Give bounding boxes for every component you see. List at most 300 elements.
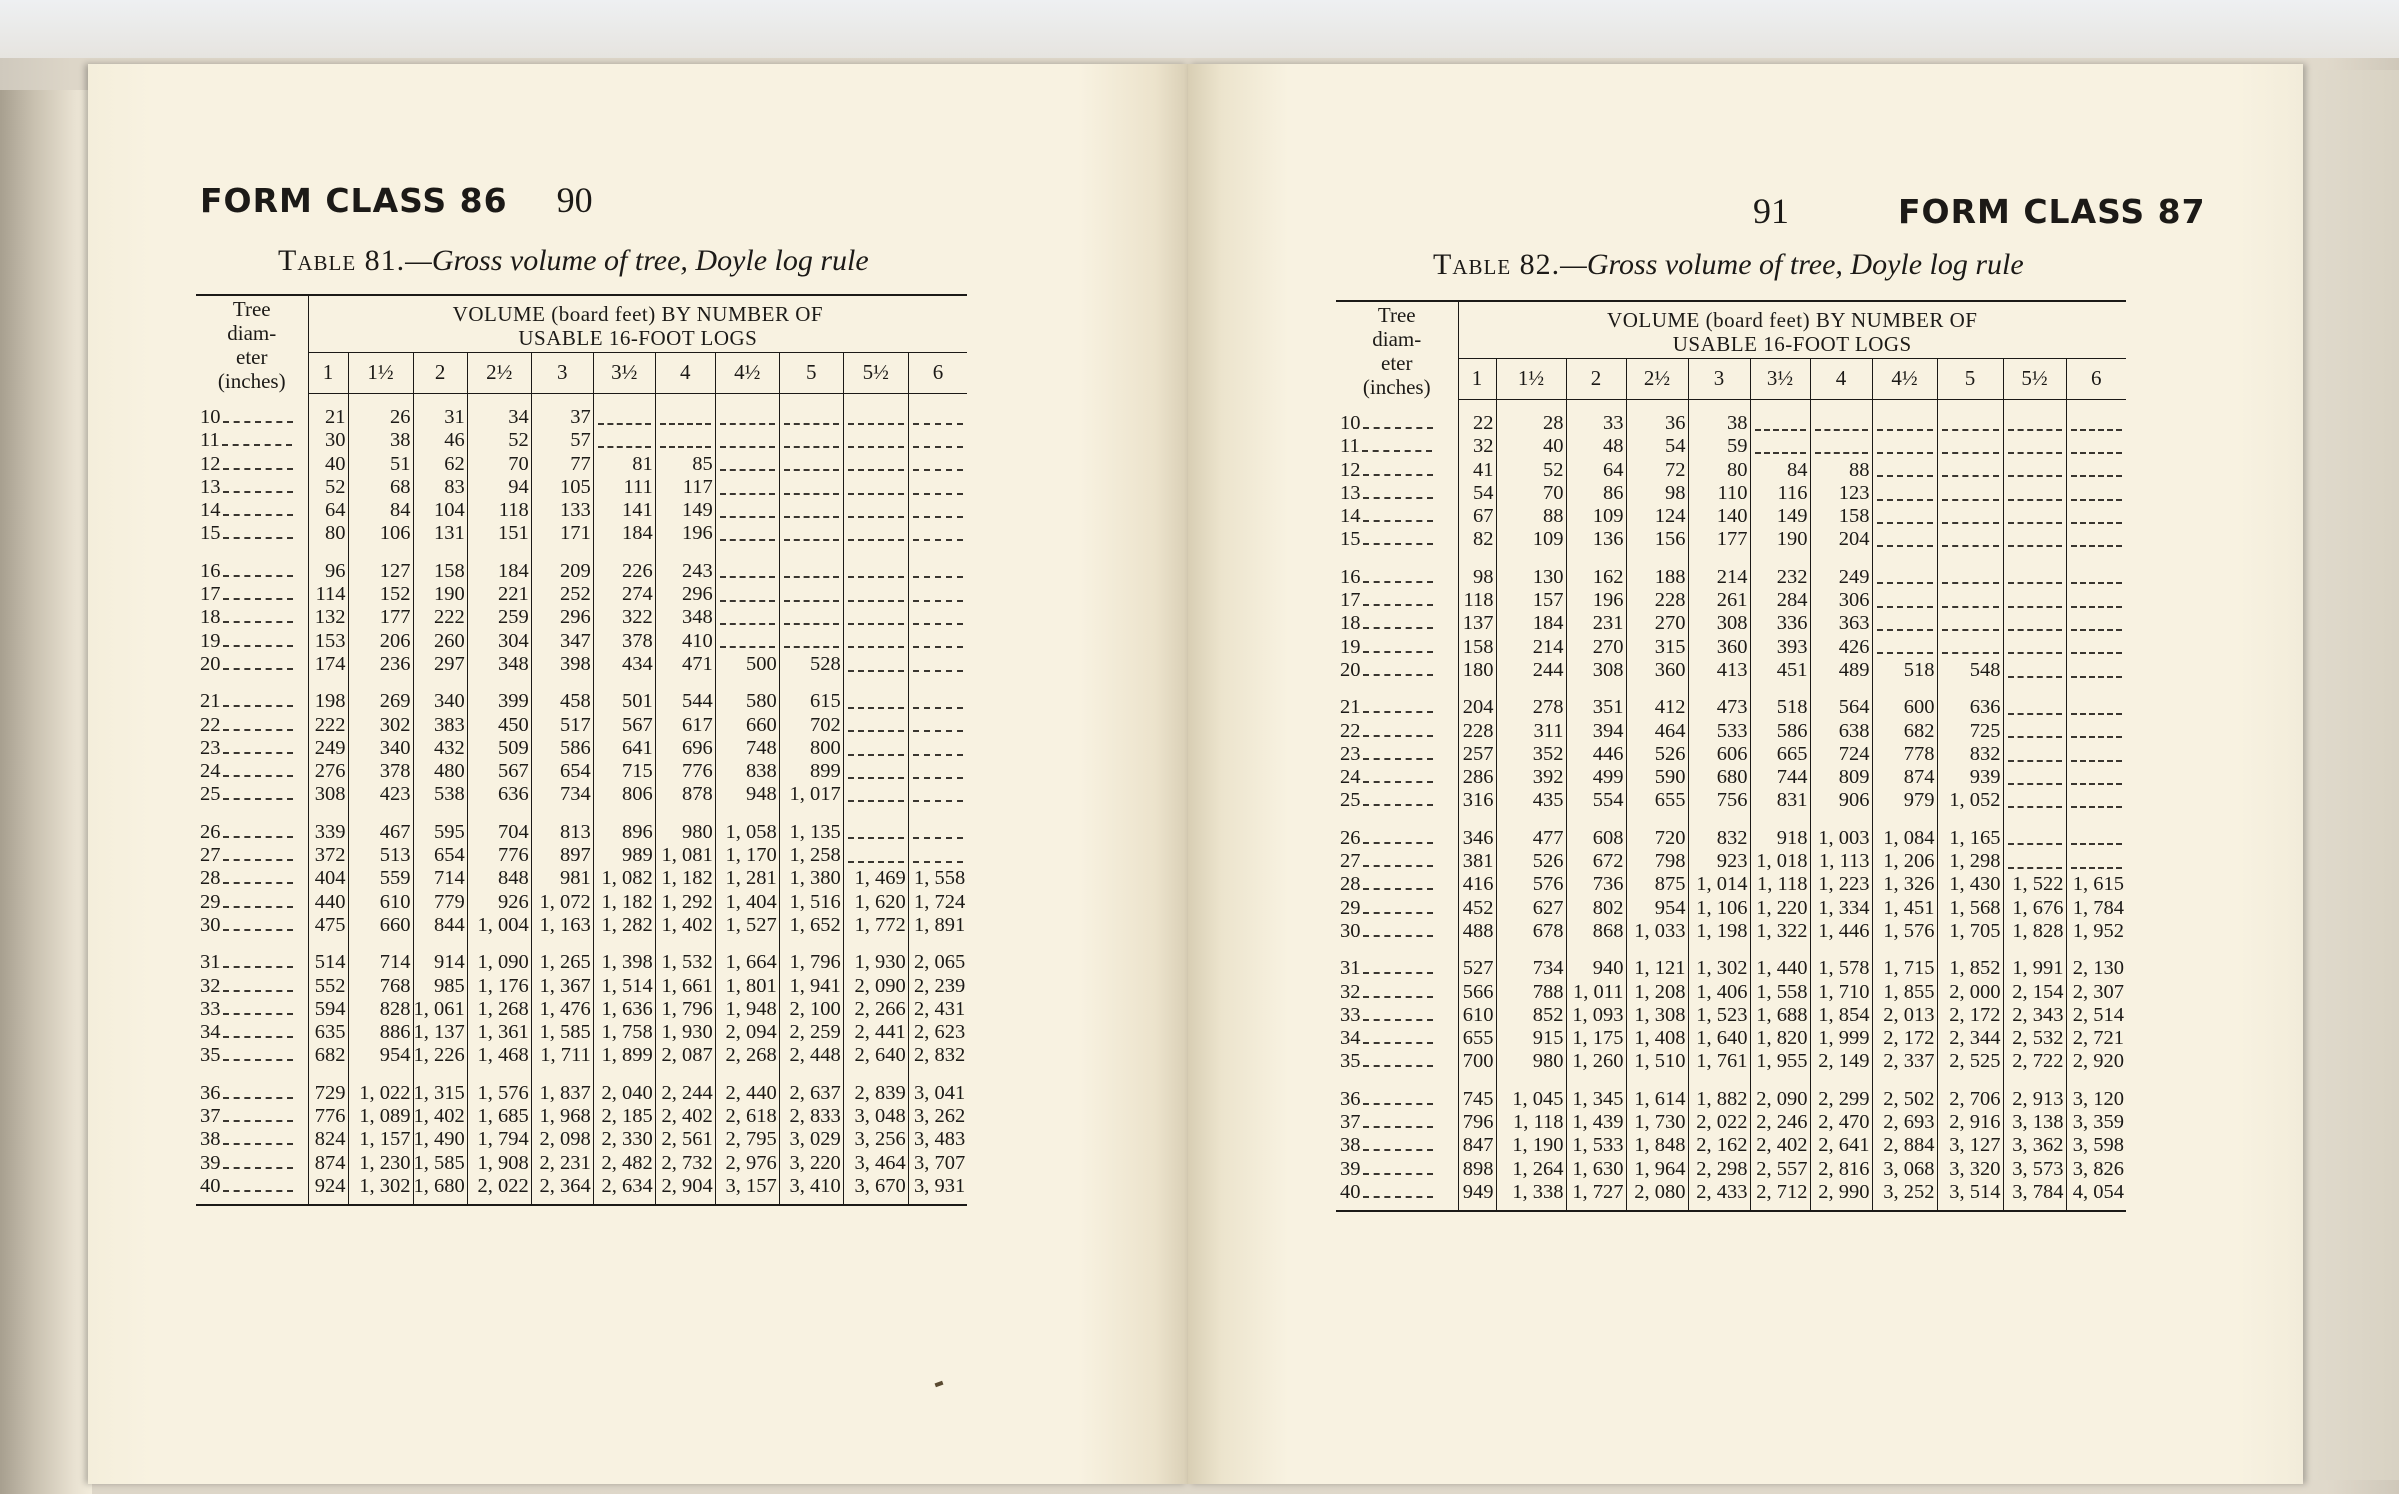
volume-cell: 1, 852 — [1937, 957, 2003, 980]
volume-cell: 813 — [531, 821, 593, 844]
table-row — [1336, 459, 2126, 482]
leader-dots — [1362, 446, 1432, 452]
volume-cell: 72 — [1626, 459, 1688, 482]
volume-cell: 48 — [1566, 435, 1626, 458]
diameter-value: 26 — [1340, 826, 1361, 849]
dash-line — [1755, 417, 1806, 431]
volume-cell: 2, 098 — [531, 1128, 593, 1151]
table-label: Table 82. — [1433, 248, 1561, 281]
volume-cell: 222 — [413, 606, 467, 629]
table-row — [196, 998, 967, 1021]
dash-line — [2071, 748, 2123, 762]
volume-cell: 1, 784 — [2066, 897, 2126, 920]
dash-line — [1942, 570, 1999, 584]
empty-cell — [843, 560, 908, 583]
volume-cell: 346 — [1458, 827, 1496, 850]
leader-dots — [223, 902, 293, 908]
volume-cell: 980 — [655, 821, 715, 844]
volume-cell: 52 — [308, 476, 348, 499]
volume-cell: 1, 326 — [1872, 873, 1937, 896]
volume-cell: 1, 322 — [1750, 920, 1810, 943]
volume-cell: 252 — [531, 583, 593, 606]
volume-cell: 1, 688 — [1750, 1004, 1810, 1027]
leader-dots — [223, 464, 293, 470]
table-row — [196, 406, 967, 429]
volume-cell: 423 — [348, 783, 413, 806]
volume-cell: 410 — [655, 630, 715, 653]
volume-cell: 352 — [1496, 743, 1566, 766]
dash-line — [913, 788, 964, 802]
volume-cell: 372 — [308, 844, 348, 867]
dash-line — [1877, 440, 1933, 454]
empty-cell — [2003, 789, 2066, 812]
volume-cell: 394 — [1566, 720, 1626, 743]
empty-cell — [715, 429, 779, 452]
volume-cell: 153 — [308, 630, 348, 653]
diameter-value: 16 — [1340, 565, 1361, 588]
volume-cell: 228 — [1458, 720, 1496, 743]
volume-cell: 3, 068 — [1872, 1158, 1937, 1181]
volume-cell: 2, 440 — [715, 1082, 779, 1105]
dash-line — [1877, 640, 1933, 654]
volume-cell: 363 — [1810, 612, 1872, 635]
empty-cell — [2003, 720, 2066, 743]
leader-dots — [223, 510, 293, 516]
empty-cell — [843, 406, 908, 429]
table-row — [196, 429, 967, 452]
table-row — [1336, 920, 2126, 943]
dash-line — [2008, 794, 2062, 808]
volume-cell: 2, 722 — [2003, 1050, 2066, 1073]
volume-cell: 1, 941 — [779, 975, 843, 998]
volume-cell: 1, 408 — [1626, 1027, 1688, 1050]
volume-cell: 838 — [715, 760, 779, 783]
table-row — [196, 1175, 967, 1198]
volume-cell: 2, 022 — [1688, 1111, 1750, 1134]
dash-line — [848, 527, 904, 541]
form-class-heading: FORM CLASS 86 — [200, 181, 508, 220]
right-page — [1188, 64, 2303, 1484]
volume-cell: 114 — [308, 583, 348, 606]
dash-line — [913, 825, 964, 839]
volume-header-line: VOLUME (board feet) BY NUMBER OF — [452, 302, 824, 326]
volume-cell: 52 — [1496, 459, 1566, 482]
volume-cell: 104 — [413, 499, 467, 522]
volume-cell: 3, 041 — [908, 1082, 967, 1105]
volume-cell: 914 — [413, 951, 467, 974]
diameter-cell — [1336, 897, 1458, 920]
volume-cell: 594 — [308, 998, 348, 1021]
volume-cell: 1, 208 — [1626, 981, 1688, 1004]
volume-cell: 151 — [467, 522, 531, 545]
volume-cell: 1, 615 — [2066, 873, 2126, 896]
volume-cell: 184 — [1496, 612, 1566, 635]
diameter-cell — [1336, 873, 1458, 896]
volume-cell: 57 — [531, 429, 593, 452]
volume-cell: 3, 138 — [2003, 1111, 2066, 1134]
volume-cell: 499 — [1566, 766, 1626, 789]
volume-cell: 296 — [531, 606, 593, 629]
volume-cell: 1, 772 — [843, 914, 908, 937]
dash-line — [1942, 594, 1999, 608]
dash-line — [720, 481, 775, 495]
volume-cell: 734 — [1496, 957, 1566, 980]
diameter-cell — [1336, 1181, 1458, 1204]
volume-cell: 875 — [1626, 873, 1688, 896]
dash-line — [1942, 463, 1999, 477]
diameter-cell — [196, 1021, 308, 1044]
volume-cell: 1, 226 — [413, 1044, 467, 1067]
volume-cell: 85 — [655, 453, 715, 476]
log-count-header: 5½ — [2003, 359, 2066, 400]
table-row — [196, 891, 967, 914]
diameter-value: 35 — [200, 1044, 221, 1067]
dash-line — [1877, 487, 1933, 501]
volume-cell: 3, 784 — [2003, 1181, 2066, 1204]
leader-dots — [223, 533, 293, 539]
volume-cell: 124 — [1626, 505, 1688, 528]
diameter-value: 24 — [200, 760, 221, 783]
volume-cell: 3, 573 — [2003, 1158, 2066, 1181]
volume-cell: 1, 578 — [1810, 957, 1872, 980]
volume-cell: 432 — [413, 737, 467, 760]
volume-cell: 131 — [413, 522, 467, 545]
dash-line — [784, 434, 839, 448]
diameter-value: 38 — [200, 1128, 221, 1151]
volume-table-grid — [1336, 300, 2126, 1212]
dash-line — [913, 695, 964, 709]
empty-cell — [2003, 528, 2066, 551]
volume-cell: 748 — [715, 737, 779, 760]
table-title: —Gross volume of tree, Doyle log rule — [1560, 248, 2024, 281]
volume-cell: 1, 052 — [1937, 789, 2003, 812]
volume-cell: 2, 130 — [2066, 957, 2126, 980]
volume-column-header — [1458, 301, 2126, 359]
volume-cell: 702 — [779, 714, 843, 737]
volume-cell: 948 — [715, 783, 779, 806]
leader-dots — [1363, 647, 1433, 653]
volume-cell: 778 — [1872, 743, 1937, 766]
volume-cell: 315 — [1626, 636, 1688, 659]
leader-dots — [223, 664, 293, 670]
diameter-cell — [1336, 1134, 1458, 1157]
volume-cell: 1, 828 — [2003, 920, 2066, 943]
volume-cell: 1, 952 — [2066, 920, 2126, 943]
volume-cell: 1, 796 — [779, 951, 843, 974]
dash-line — [2071, 463, 2123, 477]
volume-cell: 1, 223 — [1810, 873, 1872, 896]
volume-cell: 2, 448 — [779, 1044, 843, 1067]
volume-cell: 1, 157 — [348, 1128, 413, 1151]
volume-cell: 297 — [413, 653, 467, 676]
diameter-value: 39 — [1340, 1157, 1361, 1180]
empty-cell — [715, 583, 779, 606]
diameter-cell — [1336, 482, 1458, 505]
volume-cell: 2, 013 — [1872, 1004, 1937, 1027]
volume-cell: 214 — [1688, 566, 1750, 589]
volume-cell: 261 — [1688, 589, 1750, 612]
diameter-value: 25 — [200, 783, 221, 806]
volume-cell: 2, 441 — [843, 1021, 908, 1044]
volume-cell: 610 — [348, 891, 413, 914]
volume-cell: 538 — [413, 783, 467, 806]
empty-cell — [2003, 589, 2066, 612]
diameter-value: 32 — [1340, 980, 1361, 1003]
diameter-header-line: (inches) — [1362, 374, 1431, 399]
volume-header-line: USABLE 16-FOOT LOGS — [518, 326, 758, 350]
dash-line — [720, 634, 775, 648]
volume-cell: 473 — [1688, 696, 1750, 719]
volume-cell: 236 — [348, 653, 413, 676]
volume-cell: 477 — [1496, 827, 1566, 850]
empty-cell — [715, 630, 779, 653]
empty-cell — [655, 429, 715, 452]
volume-cell: 1, 004 — [467, 914, 531, 937]
dash-line — [784, 527, 839, 541]
volume-cell: 2, 561 — [655, 1128, 715, 1151]
dash-line — [2008, 701, 2062, 715]
volume-cell: 111 — [593, 476, 655, 499]
volume-cell: 322 — [593, 606, 655, 629]
volume-cell: 544 — [655, 690, 715, 713]
table-row — [196, 606, 967, 629]
diameter-value: 10 — [200, 406, 221, 428]
volume-cell: 1, 430 — [1937, 873, 2003, 896]
volume-cell: 336 — [1750, 612, 1810, 635]
log-count-header: 1½ — [1496, 359, 1566, 400]
volume-cell: 2, 706 — [1937, 1088, 2003, 1111]
volume-cell: 2, 833 — [779, 1105, 843, 1128]
table-row — [196, 1044, 967, 1067]
volume-cell: 316 — [1458, 789, 1496, 812]
volume-cell: 339 — [308, 821, 348, 844]
volume-cell: 54 — [1458, 482, 1496, 505]
volume-cell: 2, 514 — [2066, 1004, 2126, 1027]
volume-cell: 1, 711 — [531, 1044, 593, 1067]
dash-line — [2008, 771, 2062, 785]
leader-dots — [223, 986, 293, 992]
volume-cell: 38 — [348, 429, 413, 452]
diameter-value: 22 — [200, 713, 221, 736]
empty-cell — [1937, 435, 2003, 458]
dash-line — [2071, 664, 2123, 678]
volume-cell: 471 — [655, 653, 715, 676]
volume-cell: 1, 439 — [1566, 1111, 1626, 1134]
volume-cell: 776 — [308, 1105, 348, 1128]
empty-cell — [908, 429, 967, 452]
diameter-value: 18 — [1340, 612, 1361, 635]
volume-cell: 1, 084 — [1872, 827, 1937, 850]
table-row — [196, 653, 967, 676]
volume-cell: 2, 433 — [1688, 1181, 1750, 1204]
dash-line — [2008, 724, 2062, 738]
volume-cell: 1, 338 — [1496, 1181, 1566, 1204]
volume-cell: 34 — [467, 406, 531, 429]
volume-cell: 526 — [1496, 850, 1566, 873]
empty-cell — [2003, 659, 2066, 682]
volume-cell: 672 — [1566, 850, 1626, 873]
diameter-value: 19 — [1340, 635, 1361, 658]
volume-cell: 137 — [1458, 612, 1496, 635]
volume-cell: 1, 585 — [531, 1021, 593, 1044]
diameter-cell — [196, 844, 308, 867]
table-row — [196, 522, 967, 545]
volume-cell: 3, 707 — [908, 1152, 967, 1175]
volume-cell: 940 — [1566, 957, 1626, 980]
empty-cell — [908, 714, 967, 737]
volume-cell: 513 — [348, 844, 413, 867]
empty-cell — [843, 429, 908, 452]
volume-cell: 627 — [1496, 897, 1566, 920]
volume-cell: 595 — [413, 821, 467, 844]
volume-cell: 566 — [1458, 981, 1496, 1004]
volume-cell: 926 — [467, 891, 531, 914]
volume-cell: 1, 724 — [908, 891, 967, 914]
volume-cell: 980 — [1496, 1050, 1566, 1073]
volume-cell: 1, 523 — [1688, 1004, 1750, 1027]
table-row — [196, 975, 967, 998]
volume-cell: 874 — [308, 1152, 348, 1175]
volume-cell: 2, 172 — [1937, 1004, 2003, 1027]
dash-line — [913, 457, 964, 471]
volume-cell: 70 — [467, 453, 531, 476]
volume-cell: 660 — [715, 714, 779, 737]
volume-cell: 1, 093 — [1566, 1004, 1626, 1027]
dash-line — [784, 481, 839, 495]
leader-dots — [223, 701, 293, 707]
volume-cell: 567 — [593, 714, 655, 737]
volume-cell: 30 — [308, 429, 348, 452]
volume-cell: 1, 206 — [1872, 850, 1937, 873]
volume-cell: 180 — [1458, 659, 1496, 682]
empty-cell — [908, 783, 967, 806]
volume-cell: 2, 246 — [1750, 1111, 1810, 1134]
volume-cell: 80 — [1688, 459, 1750, 482]
volume-cell: 3, 598 — [2066, 1134, 2126, 1157]
volume-cell: 1, 451 — [1872, 897, 1937, 920]
empty-cell — [843, 522, 908, 545]
leader-dots — [1363, 423, 1433, 429]
dash-line — [720, 411, 775, 425]
dash-line — [784, 564, 839, 578]
table-row — [1336, 435, 2126, 458]
volume-cell: 1, 402 — [655, 914, 715, 937]
table-row — [196, 821, 967, 844]
table-caption — [1433, 248, 2024, 282]
volume-cell: 399 — [467, 690, 531, 713]
volume-cell: 1, 558 — [1750, 981, 1810, 1004]
volume-cell: 1, 991 — [2003, 957, 2066, 980]
volume-cell: 348 — [467, 653, 531, 676]
diameter-cell — [196, 453, 308, 476]
empty-cell — [2066, 636, 2126, 659]
diameter-cell — [196, 583, 308, 606]
dash-line — [2008, 831, 2062, 845]
volume-cell: 347 — [531, 630, 593, 653]
empty-cell — [843, 690, 908, 713]
volume-cell: 798 — [1626, 850, 1688, 873]
diameter-cell — [1336, 566, 1458, 589]
volume-cell: 1, 855 — [1872, 981, 1937, 1004]
empty-cell — [779, 453, 843, 476]
diameter-value: 21 — [200, 690, 221, 713]
leader-dots — [1363, 1145, 1433, 1151]
table-row — [196, 1105, 967, 1128]
volume-cell: 64 — [1566, 459, 1626, 482]
dash-line — [1755, 440, 1806, 454]
diameter-value: 38 — [1340, 1134, 1361, 1157]
volume-cell: 132 — [308, 606, 348, 629]
dash-line — [1815, 417, 1868, 431]
volume-cell: 351 — [1566, 696, 1626, 719]
empty-cell — [2066, 589, 2126, 612]
volume-cell: 1, 620 — [843, 891, 908, 914]
volume-cell: 501 — [593, 690, 655, 713]
log-count-header: 1 — [1458, 359, 1496, 400]
volume-cell: 37 — [531, 406, 593, 429]
volume-cell: 141 — [593, 499, 655, 522]
left-page — [88, 64, 1188, 1484]
leader-dots — [1363, 1192, 1433, 1198]
volume-cell: 222 — [308, 714, 348, 737]
leader-dots — [223, 855, 293, 861]
volume-cell: 1, 014 — [1688, 873, 1750, 896]
cover-edge-right — [2300, 70, 2399, 1480]
empty-cell — [779, 560, 843, 583]
dash-line — [1877, 463, 1933, 477]
volume-cell: 52 — [467, 429, 531, 452]
volume-cell: 1, 045 — [1496, 1088, 1566, 1111]
diameter-cell — [196, 499, 308, 522]
volume-cell: 1, 404 — [715, 891, 779, 914]
volume-cell: 413 — [1688, 659, 1750, 682]
volume-cell: 1, 558 — [908, 867, 967, 890]
volume-cell: 1, 576 — [467, 1082, 531, 1105]
diameter-value: 29 — [1340, 896, 1361, 919]
volume-cell: 226 — [593, 560, 655, 583]
volume-cell: 311 — [1496, 720, 1566, 743]
volume-cell: 270 — [1566, 636, 1626, 659]
volume-cell: 1, 170 — [715, 844, 779, 867]
table-row — [1336, 696, 2126, 719]
leader-dots — [223, 748, 293, 754]
leader-dots — [223, 1186, 293, 1192]
empty-cell — [1937, 566, 2003, 589]
dash-line — [913, 481, 964, 495]
volume-column-header — [308, 295, 967, 353]
empty-cell — [843, 821, 908, 844]
dash-line — [848, 658, 904, 672]
empty-cell — [1810, 435, 1872, 458]
volume-cell: 3, 410 — [779, 1175, 843, 1198]
volume-cell: 2, 913 — [2003, 1088, 2066, 1111]
volume-cell: 806 — [593, 783, 655, 806]
log-count-header: 3½ — [1750, 359, 1810, 400]
dash-line — [913, 411, 964, 425]
volume-cell: 3, 252 — [1872, 1181, 1937, 1204]
volume-cell: 2, 712 — [1750, 1181, 1810, 1204]
volume-cell: 3, 464 — [843, 1152, 908, 1175]
dash-line — [598, 434, 651, 448]
empty-cell — [843, 737, 908, 760]
table-row — [1336, 850, 2126, 873]
dash-line — [2008, 417, 2062, 431]
volume-cell: 1, 469 — [843, 867, 908, 890]
dash-line — [784, 457, 839, 471]
volume-cell: 2, 525 — [1937, 1050, 2003, 1073]
diameter-header-line: eter — [1381, 350, 1413, 375]
empty-cell — [908, 737, 967, 760]
